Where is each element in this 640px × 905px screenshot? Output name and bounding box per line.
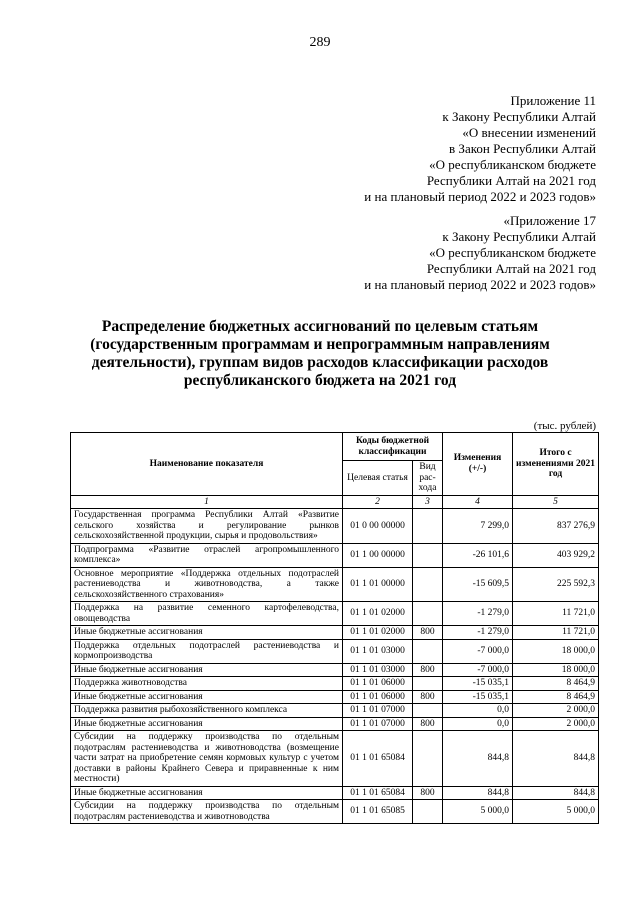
document-title: Распределение бюджетных ассигнований по целевым статьям (государственным программам и непрограммным направлениям деятельности), группам видов расходов классификации расходов республиканского бюджета на 2021 год <box>90 318 550 389</box>
row-name-cell: Иные бюджетные ассигнования <box>71 626 343 640</box>
row-expense-type-cell <box>413 567 443 602</box>
appendix-line: Республики Алтай на 2021 год <box>426 173 596 188</box>
row-name-cell: Государственная программа Республики Алтай «Развитие сельского хозяйства и регулирование рынков сельскохозяйственной продукции, сырья и продовольствия» <box>71 509 343 544</box>
row-target-article-cell: 01 1 01 03000 <box>343 663 413 677</box>
row-expense-type-cell <box>413 731 443 787</box>
row-target-article-cell: 01 0 00 00000 <box>343 509 413 544</box>
appendix-line: Республики Алтай на 2021 год <box>426 261 596 276</box>
row-change-cell: -7 000,0 <box>443 663 513 677</box>
row-total-cell: 403 929,2 <box>513 543 599 567</box>
row-expense-type-cell <box>413 509 443 544</box>
appendix-17-header <box>364 213 596 293</box>
row-total-cell: 8 464,9 <box>513 690 599 704</box>
table-row <box>71 602 599 626</box>
row-target-article-cell: 01 1 01 65084 <box>343 731 413 787</box>
row-change-cell: -7 000,0 <box>443 639 513 663</box>
row-total-cell: 5 000,0 <box>513 800 599 824</box>
row-total-cell: 225 592,3 <box>513 567 599 602</box>
column-number: 2 <box>343 495 413 509</box>
row-total-cell: 2 000,0 <box>513 704 599 718</box>
table-row <box>71 567 599 602</box>
units-label: (тыс. рублей) <box>533 420 596 432</box>
row-total-cell: 11 721,0 <box>513 602 599 626</box>
row-target-article-cell: 01 1 01 02000 <box>343 626 413 640</box>
row-name-cell: Поддержка отдельных подотраслей растениеводства и кормопроизводства <box>71 639 343 663</box>
table-row <box>71 690 599 704</box>
row-expense-type-cell <box>413 639 443 663</box>
column-number: 5 <box>513 495 599 509</box>
row-name-cell: Поддержка на развитие семенного картофелеводства, овощеводства <box>71 602 343 626</box>
row-expense-type-cell: 800 <box>413 786 443 800</box>
row-name-cell: Иные бюджетные ассигнования <box>71 663 343 677</box>
table-row <box>71 626 599 640</box>
row-total-cell: 8 464,9 <box>513 677 599 691</box>
row-target-article-cell: 01 1 01 06000 <box>343 690 413 704</box>
page-number: 289 <box>309 35 331 50</box>
table-row <box>71 677 599 691</box>
column-number: 3 <box>413 495 443 509</box>
header-expense-type: Вид рас-хода <box>413 461 443 496</box>
row-name-cell: Субсидии на поддержку производства по отдельным подотраслям растениеводства и животноводства <box>71 800 343 824</box>
row-name-cell: Иные бюджетные ассигнования <box>71 717 343 731</box>
row-expense-type-cell: 800 <box>413 663 443 677</box>
header-total: Итого с изменениями 2021 год <box>513 433 599 496</box>
appendix-line: и на плановый период 2022 и 2023 годов» <box>364 189 596 204</box>
header-codes: Коды бюджетной классификации <box>343 433 443 461</box>
row-expense-type-cell <box>413 602 443 626</box>
row-target-article-cell: 01 1 01 06000 <box>343 677 413 691</box>
row-expense-type-cell <box>413 704 443 718</box>
appendix-line: «О внесении изменений <box>462 125 596 140</box>
budget-table <box>70 432 599 824</box>
table-row <box>71 543 599 567</box>
table-row <box>71 717 599 731</box>
row-target-article-cell: 01 1 01 00000 <box>343 567 413 602</box>
table-row <box>71 800 599 824</box>
row-change-cell: -15 609,5 <box>443 567 513 602</box>
table-row <box>71 731 599 787</box>
header-changes: Изменения (+/-) <box>443 433 513 496</box>
row-change-cell: -15 035,1 <box>443 677 513 691</box>
row-expense-type-cell: 800 <box>413 690 443 704</box>
row-total-cell: 837 276,9 <box>513 509 599 544</box>
row-total-cell: 18 000,0 <box>513 639 599 663</box>
row-target-article-cell: 01 1 01 65085 <box>343 800 413 824</box>
appendix-11-header <box>364 93 596 205</box>
row-total-cell: 11 721,0 <box>513 626 599 640</box>
row-total-cell: 2 000,0 <box>513 717 599 731</box>
row-name-cell: Основное мероприятие «Поддержка отдельных подотраслей растениеводства и животноводства, а также сельскохозяйственного страхования» <box>71 567 343 602</box>
table-row <box>71 704 599 718</box>
row-target-article-cell: 01 1 00 00000 <box>343 543 413 567</box>
row-name-cell: Иные бюджетные ассигнования <box>71 690 343 704</box>
column-number-row <box>71 495 599 509</box>
row-expense-type-cell <box>413 543 443 567</box>
row-total-cell: 844,8 <box>513 786 599 800</box>
table-row <box>71 663 599 677</box>
row-target-article-cell: 01 1 01 07000 <box>343 704 413 718</box>
row-target-article-cell: 01 1 01 65084 <box>343 786 413 800</box>
appendix-line: «О республиканском бюджете <box>429 245 596 260</box>
row-name-cell: Подпрограмма «Развитие отраслей агропромышленного комплекса» <box>71 543 343 567</box>
row-target-article-cell: 01 1 01 02000 <box>343 602 413 626</box>
column-number: 1 <box>71 495 343 509</box>
row-name-cell: Субсидии на поддержку производства по отдельным подотраслям растениеводства и животноводства (возмещение части затрат на приобретение семян кормовых культур с учетом доставки в районы Крайнего Севера и приравненные к ним местности) <box>71 731 343 787</box>
table-row <box>71 639 599 663</box>
row-name-cell: Поддержка развития рыбохозяйственного комплекса <box>71 704 343 718</box>
row-change-cell: -1 279,0 <box>443 626 513 640</box>
table-row <box>71 509 599 544</box>
table-row <box>71 786 599 800</box>
row-change-cell: 844,8 <box>443 786 513 800</box>
header-target-article: Целевая статья <box>343 461 413 496</box>
row-expense-type-cell: 800 <box>413 626 443 640</box>
row-change-cell: -26 101,6 <box>443 543 513 567</box>
row-expense-type-cell <box>413 677 443 691</box>
appendix-line: Приложение 11 <box>510 93 596 108</box>
row-change-cell: 7 299,0 <box>443 509 513 544</box>
row-total-cell: 844,8 <box>513 731 599 787</box>
appendix-line: и на плановый период 2022 и 2023 годов» <box>364 277 596 292</box>
row-expense-type-cell: 800 <box>413 717 443 731</box>
row-change-cell: 5 000,0 <box>443 800 513 824</box>
appendix-line: «Приложение 17 <box>503 213 596 228</box>
appendix-line: к Закону Республики Алтай <box>442 229 596 244</box>
row-name-cell: Поддержка животноводства <box>71 677 343 691</box>
appendix-line: «О республиканском бюджете <box>429 157 596 172</box>
row-target-article-cell: 01 1 01 07000 <box>343 717 413 731</box>
row-name-cell: Иные бюджетные ассигнования <box>71 786 343 800</box>
appendix-line: в Закон Республики Алтай <box>449 141 596 156</box>
row-change-cell: 0,0 <box>443 717 513 731</box>
column-number: 4 <box>443 495 513 509</box>
row-change-cell: 844,8 <box>443 731 513 787</box>
appendix-line: к Закону Республики Алтай <box>442 109 596 124</box>
row-change-cell: -1 279,0 <box>443 602 513 626</box>
row-change-cell: -15 035,1 <box>443 690 513 704</box>
header-name: Наименование показателя <box>71 433 343 496</box>
row-expense-type-cell <box>413 800 443 824</box>
row-target-article-cell: 01 1 01 03000 <box>343 639 413 663</box>
row-total-cell: 18 000,0 <box>513 663 599 677</box>
row-change-cell: 0,0 <box>443 704 513 718</box>
